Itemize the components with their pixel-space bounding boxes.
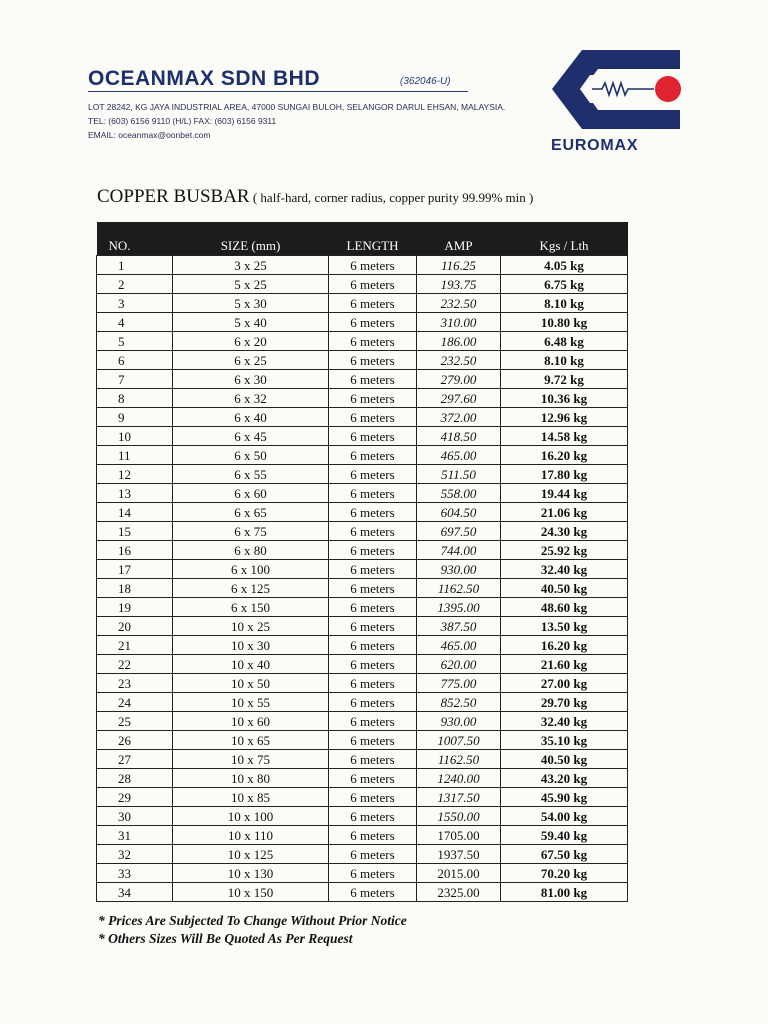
title-main: COPPER BUSBAR bbox=[97, 186, 250, 207]
cell-size: 10 x 130 bbox=[173, 864, 329, 883]
cell-length: 6 meters bbox=[329, 883, 417, 902]
cell-kgs: 27.00 kg bbox=[501, 674, 628, 693]
cell-size: 6 x 25 bbox=[173, 351, 329, 370]
table-row bbox=[97, 845, 628, 864]
table-header-row bbox=[97, 222, 628, 256]
euromax-logo-icon bbox=[546, 42, 686, 137]
cell-length: 6 meters bbox=[329, 522, 417, 541]
cell-kgs: 16.20 kg bbox=[501, 446, 628, 465]
cell-no: 9 bbox=[97, 408, 173, 427]
cell-kgs: 13.50 kg bbox=[501, 617, 628, 636]
table-row bbox=[97, 427, 628, 446]
cell-length: 6 meters bbox=[329, 503, 417, 522]
cell-no: 7 bbox=[97, 370, 173, 389]
cell-size: 6 x 20 bbox=[173, 332, 329, 351]
cell-length: 6 meters bbox=[329, 446, 417, 465]
cell-kgs: 24.30 kg bbox=[501, 522, 628, 541]
cell-length: 6 meters bbox=[329, 275, 417, 294]
cell-amp: 930.00 bbox=[417, 712, 501, 731]
title-subtitle: ( half-hard, corner radius, copper purity 99.99% min ) bbox=[249, 190, 534, 205]
cell-size: 6 x 60 bbox=[173, 484, 329, 503]
cell-size: 6 x 100 bbox=[173, 560, 329, 579]
cell-amp: 2015.00 bbox=[417, 864, 501, 883]
cell-size: 10 x 110 bbox=[173, 826, 329, 845]
cell-size: 6 x 75 bbox=[173, 522, 329, 541]
cell-no: 13 bbox=[97, 484, 173, 503]
cell-amp: 697.50 bbox=[417, 522, 501, 541]
cell-kgs: 25.92 kg bbox=[501, 541, 628, 560]
cell-length: 6 meters bbox=[329, 389, 417, 408]
cell-length: 6 meters bbox=[329, 845, 417, 864]
cell-no: 6 bbox=[97, 351, 173, 370]
cell-kgs: 67.50 kg bbox=[501, 845, 628, 864]
table-row bbox=[97, 294, 628, 313]
cell-no: 27 bbox=[97, 750, 173, 769]
cell-no: 12 bbox=[97, 465, 173, 484]
cell-no: 28 bbox=[97, 769, 173, 788]
cell-amp: 852.50 bbox=[417, 693, 501, 712]
cell-no: 17 bbox=[97, 560, 173, 579]
cell-amp: 297.60 bbox=[417, 389, 501, 408]
cell-kgs: 9.72 kg bbox=[501, 370, 628, 389]
header-kgs: Kgs / Lth bbox=[501, 222, 628, 256]
cell-length: 6 meters bbox=[329, 636, 417, 655]
cell-kgs: 32.40 kg bbox=[501, 712, 628, 731]
cell-kgs: 6.48 kg bbox=[501, 332, 628, 351]
cell-length: 6 meters bbox=[329, 579, 417, 598]
cell-amp: 372.00 bbox=[417, 408, 501, 427]
cell-amp: 232.50 bbox=[417, 294, 501, 313]
cell-kgs: 19.44 kg bbox=[501, 484, 628, 503]
table-row bbox=[97, 731, 628, 750]
table-row bbox=[97, 465, 628, 484]
busbar-table bbox=[96, 222, 628, 902]
header-amp: AMP bbox=[417, 222, 501, 256]
cell-amp: 604.50 bbox=[417, 503, 501, 522]
cell-size: 6 x 55 bbox=[173, 465, 329, 484]
cell-no: 21 bbox=[97, 636, 173, 655]
table-row bbox=[97, 579, 628, 598]
logo-red-dot bbox=[655, 76, 681, 102]
cell-amp: 1007.50 bbox=[417, 731, 501, 750]
cell-no: 19 bbox=[97, 598, 173, 617]
cell-amp: 387.50 bbox=[417, 617, 501, 636]
cell-kgs: 16.20 kg bbox=[501, 636, 628, 655]
cell-length: 6 meters bbox=[329, 313, 417, 332]
cell-no: 31 bbox=[97, 826, 173, 845]
cell-size: 6 x 32 bbox=[173, 389, 329, 408]
cell-amp: 1705.00 bbox=[417, 826, 501, 845]
cell-size: 6 x 30 bbox=[173, 370, 329, 389]
cell-no: 26 bbox=[97, 731, 173, 750]
cell-size: 6 x 40 bbox=[173, 408, 329, 427]
cell-no: 10 bbox=[97, 427, 173, 446]
cell-kgs: 21.60 kg bbox=[501, 655, 628, 674]
cell-size: 10 x 50 bbox=[173, 674, 329, 693]
cell-amp: 511.50 bbox=[417, 465, 501, 484]
company-address: LOT 28242, KG JAYA INDUSTRIAL AREA, 47000 SUNGAI BULOH, SELANGOR DARUL EHSAN, MALAYSIA. bbox=[88, 102, 506, 112]
cell-size: 3 x 25 bbox=[173, 256, 329, 275]
cell-no: 25 bbox=[97, 712, 173, 731]
cell-kgs: 4.05 kg bbox=[501, 256, 628, 275]
cell-amp: 1937.50 bbox=[417, 845, 501, 864]
cell-no: 18 bbox=[97, 579, 173, 598]
cell-size: 10 x 25 bbox=[173, 617, 329, 636]
cell-length: 6 meters bbox=[329, 864, 417, 883]
cell-no: 33 bbox=[97, 864, 173, 883]
cell-length: 6 meters bbox=[329, 826, 417, 845]
cell-size: 10 x 75 bbox=[173, 750, 329, 769]
cell-size: 5 x 25 bbox=[173, 275, 329, 294]
cell-size: 6 x 45 bbox=[173, 427, 329, 446]
cell-kgs: 32.40 kg bbox=[501, 560, 628, 579]
table-row bbox=[97, 598, 628, 617]
cell-kgs: 17.80 kg bbox=[501, 465, 628, 484]
table-row bbox=[97, 446, 628, 465]
cell-length: 6 meters bbox=[329, 256, 417, 275]
cell-kgs: 21.06 kg bbox=[501, 503, 628, 522]
cell-no: 5 bbox=[97, 332, 173, 351]
table-row bbox=[97, 636, 628, 655]
table-row bbox=[97, 883, 628, 902]
cell-no: 15 bbox=[97, 522, 173, 541]
cell-kgs: 81.00 kg bbox=[501, 883, 628, 902]
table-row bbox=[97, 503, 628, 522]
cell-amp: 465.00 bbox=[417, 446, 501, 465]
cell-length: 6 meters bbox=[329, 807, 417, 826]
cell-kgs: 8.10 kg bbox=[501, 294, 628, 313]
cell-amp: 1162.50 bbox=[417, 579, 501, 598]
cell-size: 10 x 80 bbox=[173, 769, 329, 788]
table-body bbox=[97, 256, 628, 902]
cell-no: 22 bbox=[97, 655, 173, 674]
table-row bbox=[97, 389, 628, 408]
cell-kgs: 40.50 kg bbox=[501, 750, 628, 769]
cell-kgs: 59.40 kg bbox=[501, 826, 628, 845]
cell-no: 29 bbox=[97, 788, 173, 807]
cell-amp: 1162.50 bbox=[417, 750, 501, 769]
cell-amp: 930.00 bbox=[417, 560, 501, 579]
cell-size: 10 x 40 bbox=[173, 655, 329, 674]
cell-amp: 620.00 bbox=[417, 655, 501, 674]
table-row bbox=[97, 864, 628, 883]
cell-length: 6 meters bbox=[329, 408, 417, 427]
cell-length: 6 meters bbox=[329, 370, 417, 389]
cell-no: 11 bbox=[97, 446, 173, 465]
cell-size: 6 x 80 bbox=[173, 541, 329, 560]
cell-size: 6 x 50 bbox=[173, 446, 329, 465]
cell-amp: 1395.00 bbox=[417, 598, 501, 617]
cell-no: 1 bbox=[97, 256, 173, 275]
table-row bbox=[97, 712, 628, 731]
cell-amp: 186.00 bbox=[417, 332, 501, 351]
cell-amp: 193.75 bbox=[417, 275, 501, 294]
table-row bbox=[97, 750, 628, 769]
cell-size: 10 x 55 bbox=[173, 693, 329, 712]
note-prices: * Prices Are Subjected To Change Without Prior Notice bbox=[98, 913, 407, 928]
table-row bbox=[97, 484, 628, 503]
cell-length: 6 meters bbox=[329, 598, 417, 617]
cell-amp: 232.50 bbox=[417, 351, 501, 370]
cell-size: 10 x 85 bbox=[173, 788, 329, 807]
cell-length: 6 meters bbox=[329, 465, 417, 484]
cell-no: 23 bbox=[97, 674, 173, 693]
cell-size: 10 x 65 bbox=[173, 731, 329, 750]
table-row bbox=[97, 560, 628, 579]
cell-length: 6 meters bbox=[329, 674, 417, 693]
cell-kgs: 35.10 kg bbox=[501, 731, 628, 750]
company-reg-no: (362046-U) bbox=[400, 76, 451, 87]
cell-amp: 744.00 bbox=[417, 541, 501, 560]
cell-amp: 465.00 bbox=[417, 636, 501, 655]
cell-kgs: 8.10 kg bbox=[501, 351, 628, 370]
cell-length: 6 meters bbox=[329, 788, 417, 807]
table-row bbox=[97, 275, 628, 294]
header-size: SIZE (mm) bbox=[173, 222, 329, 256]
cell-no: 24 bbox=[97, 693, 173, 712]
cell-kgs: 14.58 kg bbox=[501, 427, 628, 446]
cell-kgs: 6.75 kg bbox=[501, 275, 628, 294]
cell-length: 6 meters bbox=[329, 351, 417, 370]
cell-no: 30 bbox=[97, 807, 173, 826]
table-row bbox=[97, 351, 628, 370]
cell-length: 6 meters bbox=[329, 332, 417, 351]
cell-kgs: 54.00 kg bbox=[501, 807, 628, 826]
header-length: LENGTH bbox=[329, 222, 417, 256]
cell-no: 8 bbox=[97, 389, 173, 408]
cell-length: 6 meters bbox=[329, 693, 417, 712]
cell-length: 6 meters bbox=[329, 712, 417, 731]
header-no: NO. bbox=[97, 222, 173, 256]
cell-no: 2 bbox=[97, 275, 173, 294]
table-row bbox=[97, 807, 628, 826]
brand-name: EUROMAX bbox=[551, 137, 639, 154]
table-row bbox=[97, 313, 628, 332]
table-row bbox=[97, 693, 628, 712]
cell-length: 6 meters bbox=[329, 655, 417, 674]
company-tel-fax: TEL: (603) 6156 9110 (H/L) FAX: (603) 6156 9311 bbox=[88, 116, 277, 126]
cell-size: 10 x 150 bbox=[173, 883, 329, 902]
cell-length: 6 meters bbox=[329, 484, 417, 503]
cell-length: 6 meters bbox=[329, 427, 417, 446]
table-row bbox=[97, 769, 628, 788]
cell-length: 6 meters bbox=[329, 617, 417, 636]
cell-kgs: 70.20 kg bbox=[501, 864, 628, 883]
cell-amp: 2325.00 bbox=[417, 883, 501, 902]
cell-size: 6 x 150 bbox=[173, 598, 329, 617]
table-row bbox=[97, 826, 628, 845]
cell-size: 6 x 65 bbox=[173, 503, 329, 522]
document-title bbox=[97, 186, 533, 208]
cell-kgs: 10.80 kg bbox=[501, 313, 628, 332]
cell-amp: 775.00 bbox=[417, 674, 501, 693]
cell-no: 4 bbox=[97, 313, 173, 332]
table-row bbox=[97, 370, 628, 389]
cell-no: 32 bbox=[97, 845, 173, 864]
cell-size: 10 x 60 bbox=[173, 712, 329, 731]
table-row bbox=[97, 655, 628, 674]
cell-size: 5 x 30 bbox=[173, 294, 329, 313]
cell-kgs: 29.70 kg bbox=[501, 693, 628, 712]
cell-length: 6 meters bbox=[329, 541, 417, 560]
cell-kgs: 10.36 kg bbox=[501, 389, 628, 408]
cell-amp: 310.00 bbox=[417, 313, 501, 332]
cell-length: 6 meters bbox=[329, 750, 417, 769]
cell-length: 6 meters bbox=[329, 731, 417, 750]
cell-no: 3 bbox=[97, 294, 173, 313]
cell-size: 5 x 40 bbox=[173, 313, 329, 332]
cell-length: 6 meters bbox=[329, 769, 417, 788]
cell-no: 34 bbox=[97, 883, 173, 902]
table-row bbox=[97, 522, 628, 541]
table-row bbox=[97, 541, 628, 560]
cell-kgs: 45.90 kg bbox=[501, 788, 628, 807]
note-sizes: * Others Sizes Will Be Quoted As Per Request bbox=[98, 931, 353, 946]
cell-size: 10 x 125 bbox=[173, 845, 329, 864]
table-row bbox=[97, 256, 628, 275]
company-name: OCEANMAX SDN BHD bbox=[88, 67, 321, 90]
cell-size: 10 x 100 bbox=[173, 807, 329, 826]
cell-amp: 558.00 bbox=[417, 484, 501, 503]
cell-no: 14 bbox=[97, 503, 173, 522]
cell-amp: 418.50 bbox=[417, 427, 501, 446]
cell-kgs: 48.60 kg bbox=[501, 598, 628, 617]
cell-no: 16 bbox=[97, 541, 173, 560]
table-row bbox=[97, 408, 628, 427]
cell-amp: 1550.00 bbox=[417, 807, 501, 826]
cell-amp: 1240.00 bbox=[417, 769, 501, 788]
cell-amp: 1317.50 bbox=[417, 788, 501, 807]
table-row bbox=[97, 617, 628, 636]
company-email: EMAIL: oceanmax@oonbet.com bbox=[88, 130, 211, 140]
cell-amp: 279.00 bbox=[417, 370, 501, 389]
table-row bbox=[97, 674, 628, 693]
cell-length: 6 meters bbox=[329, 294, 417, 313]
table-row bbox=[97, 788, 628, 807]
cell-kgs: 43.20 kg bbox=[501, 769, 628, 788]
cell-no: 20 bbox=[97, 617, 173, 636]
table-row bbox=[97, 332, 628, 351]
cell-kgs: 12.96 kg bbox=[501, 408, 628, 427]
cell-size: 10 x 30 bbox=[173, 636, 329, 655]
cell-size: 6 x 125 bbox=[173, 579, 329, 598]
cell-kgs: 40.50 kg bbox=[501, 579, 628, 598]
header-rule bbox=[88, 91, 468, 92]
cell-length: 6 meters bbox=[329, 560, 417, 579]
cell-amp: 116.25 bbox=[417, 256, 501, 275]
